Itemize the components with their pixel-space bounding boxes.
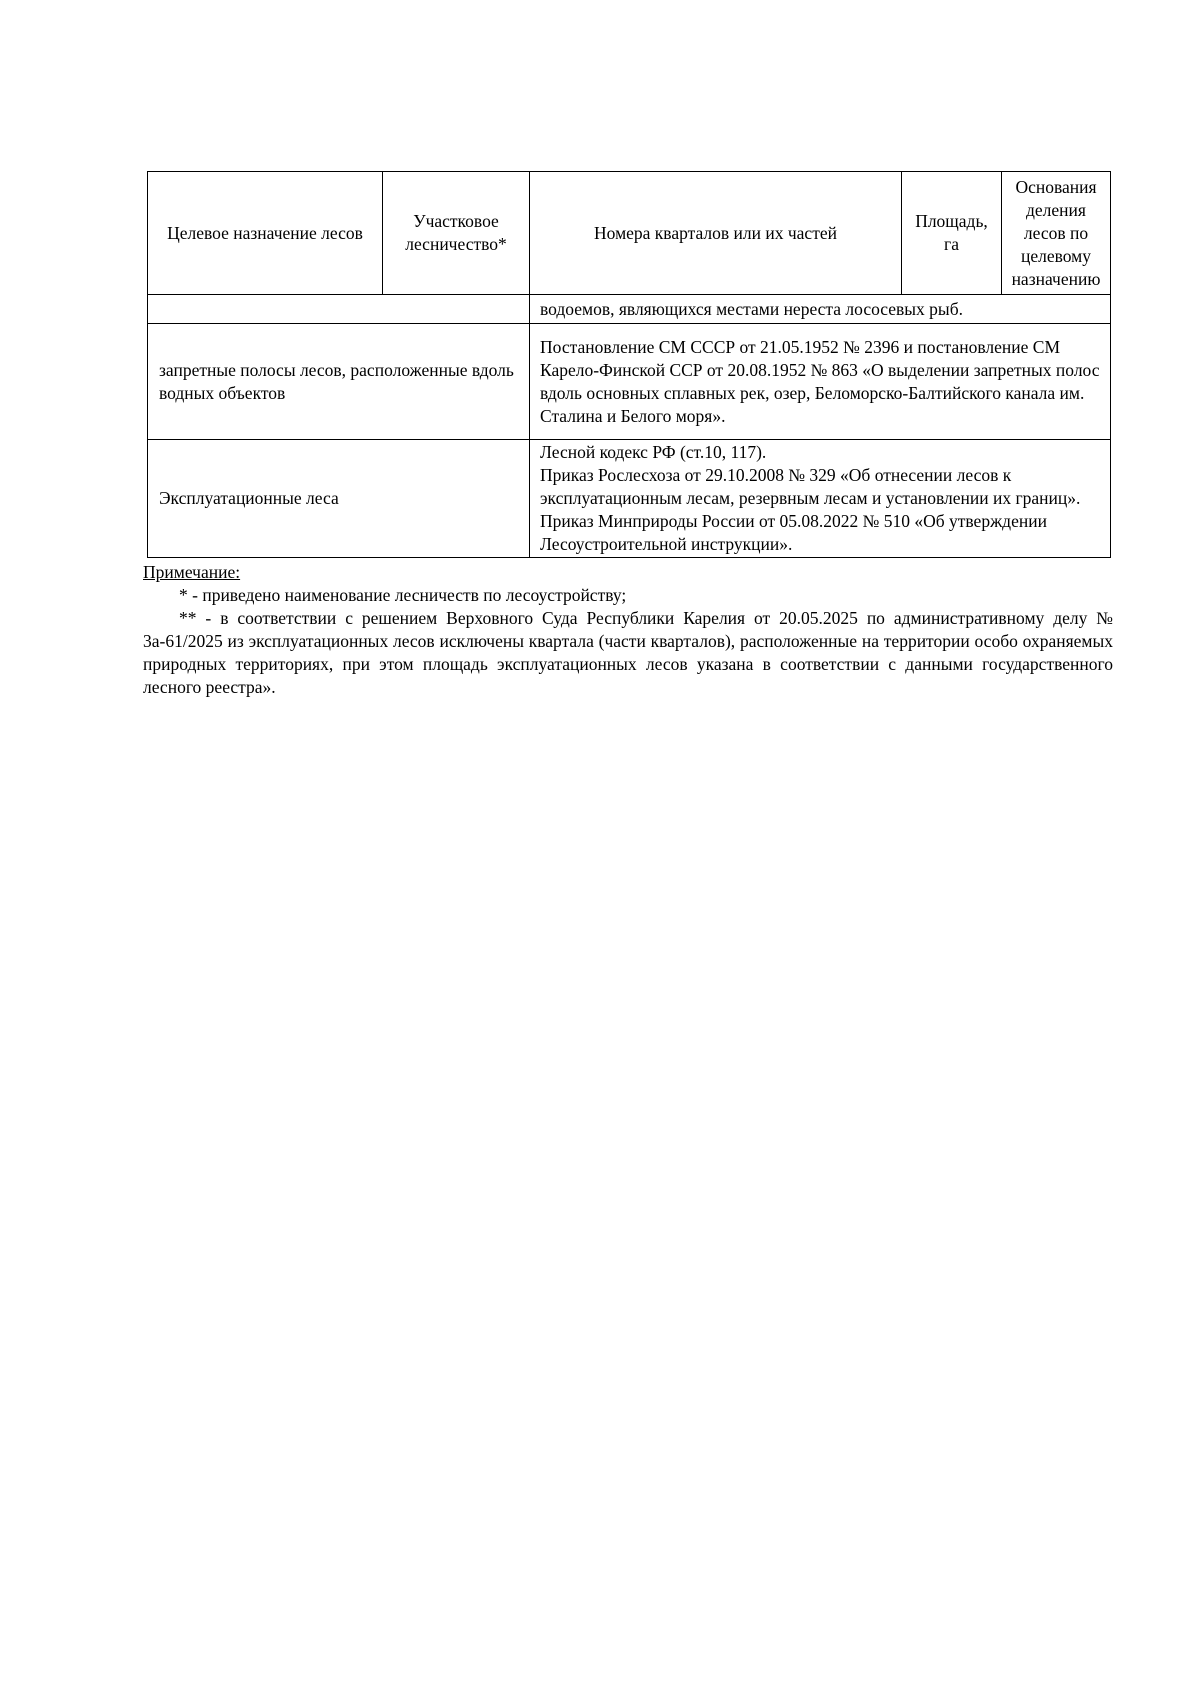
basis-line: Приказ Рослесхоза от 29.10.2008 № 329 «Об отнесении лесов к эксплуатационным лесам, резервным лесам и установлении их границ». Приказ Минприроды России от 05.08.2022 № 510 «Об утверждении Лесоустроительной инструкции». bbox=[540, 465, 1081, 554]
header-basis: Основания деления лесов по целевому назначению bbox=[1002, 172, 1111, 295]
basis-line: Лесной кодекс РФ (ст.10, 117). bbox=[540, 442, 767, 462]
forest-purpose-table bbox=[147, 171, 1111, 558]
table-row bbox=[148, 440, 1111, 558]
purpose-cell: запретные полосы лесов, расположенные вдоль водных объектов bbox=[148, 324, 530, 440]
basis-cell: водоемов, являющихся местами нереста лососевых рыб. bbox=[530, 295, 1111, 324]
notes-section bbox=[143, 561, 1113, 699]
notes-title: Примечание: bbox=[143, 562, 241, 582]
note-item: ** - в соответствии с решением Верховного Суда Республики Карелия от 20.05.2025 по административному делу № 3а-61/2025 из эксплуатационных лесов исключены квартала (части кварталов), расположенные на территории особо охраняемых природных территориях, при этом площадь эксплуатационных лесов указана в соответствии с данными государственного лесного реестра». bbox=[143, 608, 1113, 697]
purpose-cell bbox=[148, 295, 530, 324]
table-row bbox=[148, 295, 1111, 324]
table-header-row bbox=[148, 172, 1111, 295]
basis-cell bbox=[530, 440, 1111, 558]
header-purpose: Целевое назначение лесов bbox=[148, 172, 383, 295]
note-item: * - приведено наименование лесничеств по лесоустройству; bbox=[179, 585, 627, 605]
purpose-cell: Эксплуатационные леса bbox=[148, 440, 530, 558]
basis-cell: Постановление СМ СССР от 21.05.1952 № 2396 и постановление СМ Карело-Финской ССР от 20.08.1952 № 863 «О выделении запретных полос вдоль основных сплавных рек, озер, Беломорско-Балтийского канала им. Сталина и Белого моря». bbox=[530, 324, 1111, 440]
header-area: Площадь, га bbox=[902, 172, 1002, 295]
header-forestry: Участковое лесничество* bbox=[383, 172, 530, 295]
header-quarters: Номера кварталов или их частей bbox=[530, 172, 902, 295]
table-row bbox=[148, 324, 1111, 440]
